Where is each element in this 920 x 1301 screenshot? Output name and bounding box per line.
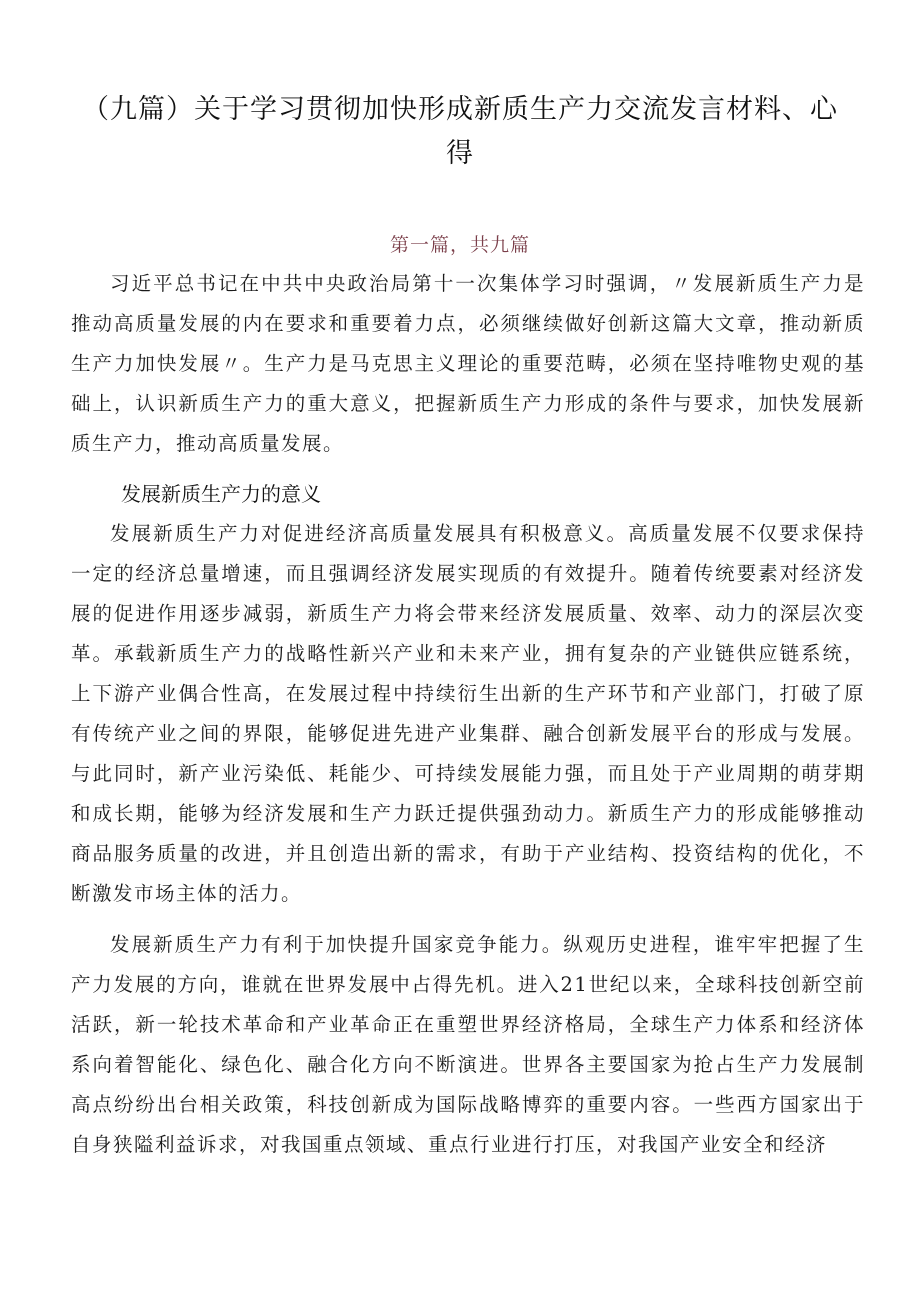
competitiveness-paragraph: 发展新质生产力有利于加快提升国家竞争能力。纵观历史进程，谁牢牢把握了生产力发展的方向，谁就在世界发展中占得先机。进入21世纪以来，全球科技创新空前活跃，新一轮技术革命和产业革命正在重塑世界经济格局，全球生产力体系和经济体系向着智能化、绿色化、融合化方向不断演进。世界各主要国家为抢占生产力发展制高点纷纷出台相关政策，科技创新成为国际战略博弈的重要内容。一些西方国家出于自身狭隘利益诉求，对我国重点领域、重点行业进行打压，对我国产业安全和经济 [71, 933, 865, 1156]
section-label: 第一篇，共九篇 [389, 234, 530, 256]
section-heading: 发展新质生产力的意义 [121, 482, 321, 506]
document-title: （九篇）关于学习贯彻加快形成新质生产力交流发言材料、心得 [82, 94, 838, 169]
intro-paragraph: 习近平总书记在中共中央政治局第十一次集体学习时强调，〃发展新质生产力是推动高质量发展的内在要求和重要着力点，必须继续做好创新这篇大文章，推动新质生产力加快发展〃。生产力是马克思主义理论的重要范畴，必须在坚持唯物史观的基础上，认识新质生产力的重大意义，把握新质生产力形成的条件与要求，加快发展新质生产力，推动高质量发展。 [71, 272, 865, 455]
quality-development-paragraph: 发展新质生产力对促进经济高质量发展具有积极意义。高质量发展不仅要求保持一定的经济总量增速，而且强调经济发展实现质的有效提升。随着传统要素对经济发展的促进作用逐步减弱，新质生产力将会带来经济发展质量、效率、动力的深层次变革。承载新质生产力的战略性新兴产业和未来产业，拥有复杂的产业链供应链系统，上下游产业偶合性高，在发展过程中持续衍生出新的生产环节和产业部门，打破了原有传统产业之间的界限，能够促进先进产业集群、融合创新发展平台的形成与发展。与此同时，新产业污染低、耗能少、可持续发展能力强，而且处于产业周期的萌芽期和成长期，能够为经济发展和生产力跃迁提供强劲动力。新质生产力的形成能够推动商品服务质量的改进，并且创造出新的需求，有助于产业结构、投资结构的优化，不断激发市场主体的活力。 [71, 522, 865, 905]
